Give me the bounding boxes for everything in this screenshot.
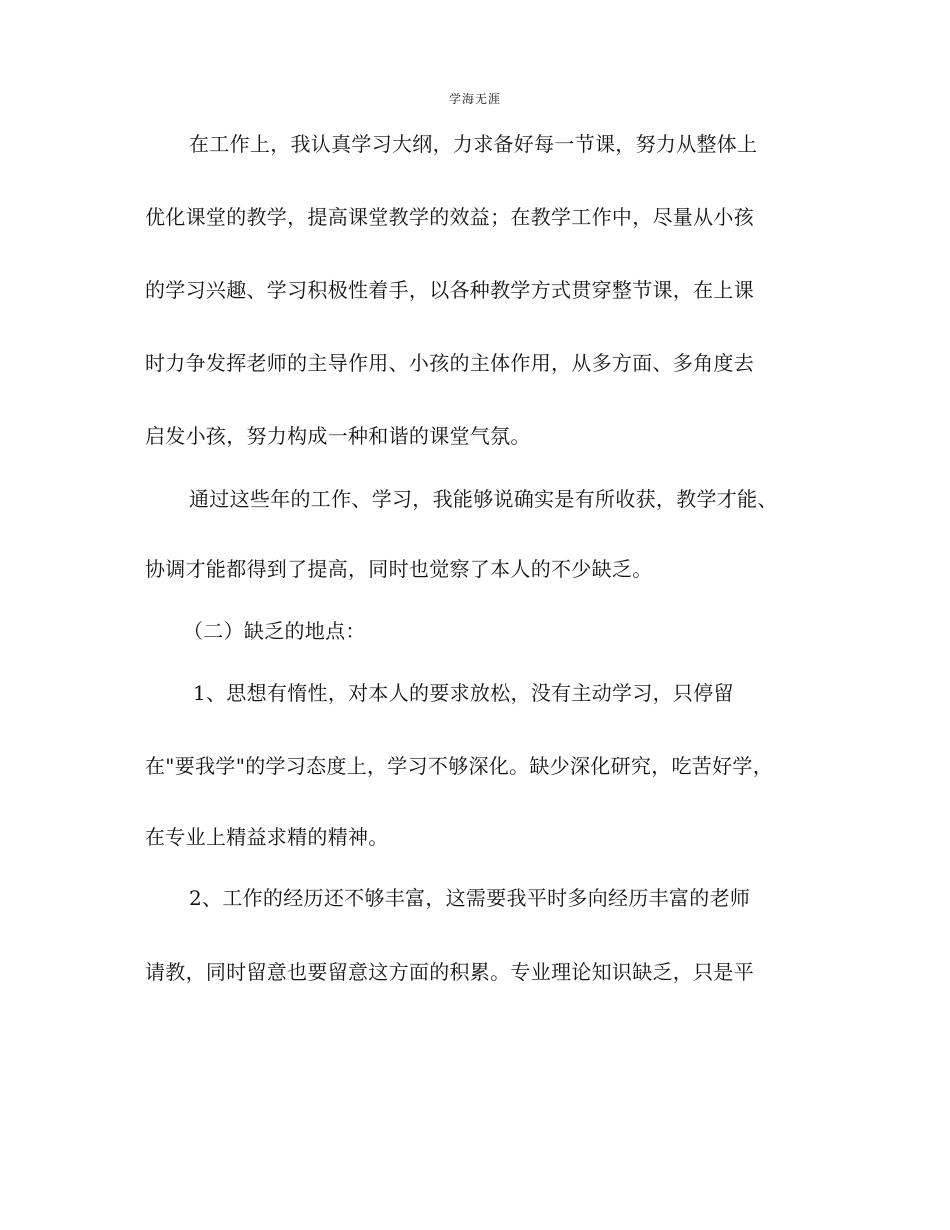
text-line-4: 时力争发挥老师的主导作用、小孩的主体作用，从多方面、多角度去	[145, 351, 754, 375]
text-line-11: 在专业上精益求精的精神。	[145, 825, 389, 849]
text-line-12: 2、工作的经历还不够丰富，这需要我平时多向经历丰富的老师	[189, 886, 751, 910]
page-header: 学海无涯	[448, 92, 501, 106]
text-line-10: 在"要我学"的学习态度上，学习不够深化。缺少深化研究，吃苦好学，	[145, 754, 773, 778]
text-line-5: 启发小孩，努力构成一种和谐的课堂气氛。	[145, 424, 531, 448]
text-line-9: 1、思想有惰性，对本人的要求放松，没有主动学习，只停留	[193, 681, 734, 705]
text-line-2: 优化课堂的教学，提高课堂教学的效益；在教学工作中，尽量从小孩	[145, 205, 754, 229]
text-line-1: 在工作上，我认真学习大纲，力求备好每一节课，努力从整体上	[189, 132, 758, 156]
text-line-13: 请教，同时留意也要留意这方面的积累。专业理论知识缺乏，只是平	[145, 960, 754, 984]
text-line-6: 通过这些年的工作、学习，我能够说确实是有所收获，教学才能、	[189, 487, 778, 511]
text-line-3: 的学习兴趣、学习积极性着手，以各种教学方式贯穿整节课，在上课	[145, 278, 754, 302]
text-line-7: 协调才能都得到了提高，同时也觉察了本人的不少缺乏。	[145, 557, 653, 581]
section-heading: （二）缺乏的地点：	[183, 619, 366, 643]
